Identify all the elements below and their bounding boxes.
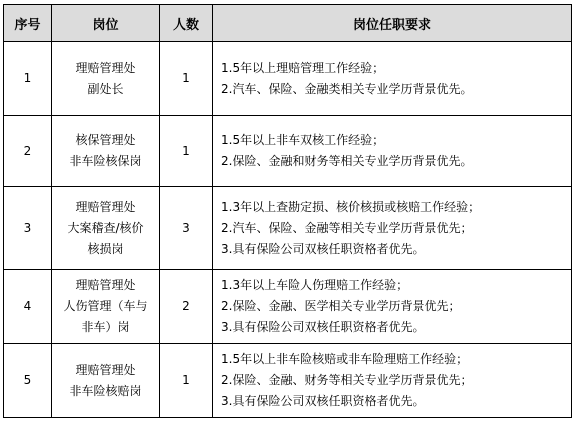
row-count: 1 — [160, 42, 213, 116]
row-requirements — [213, 116, 572, 187]
position-line: 人伤管理（车与 — [63, 299, 148, 313]
row-no: 4 — [4, 270, 52, 344]
header-requirements: 岗位任职要求 — [213, 5, 572, 42]
position-line: 核保管理处 — [75, 133, 136, 147]
position-line: 理赔管理处 — [75, 278, 136, 292]
position-line: 理赔管理处 — [75, 60, 136, 75]
requirement-item: 3.具有保险公司双核任职资格者优先。 — [221, 394, 425, 408]
requirement-item: 3.具有保险公司双核任职资格者优先。 — [221, 320, 425, 334]
requirement-item: 1.3年以上查勘定损、核价核损或核赔工作经验； — [221, 199, 481, 214]
row-requirements — [213, 344, 572, 418]
row-no: 5 — [4, 344, 52, 418]
requirement-item: 2.汽车、保险、金融类相关专业学历背景优先。 — [221, 81, 473, 96]
requirement-item: 2.汽车、保险、金融等相关专业学历背景优先； — [221, 220, 473, 235]
requirement-item: 1.5年以上非车双核工作经验； — [221, 133, 385, 147]
row-position — [52, 187, 160, 270]
requirement-item: 2.保险、金融、医学相关专业学历背景优先； — [221, 299, 461, 313]
row-position — [52, 116, 160, 187]
row-no: 2 — [4, 116, 52, 187]
table-row — [4, 187, 572, 270]
table-row — [4, 116, 572, 187]
requirement-item: 1.5年以上理赔管理工作经验； — [221, 60, 385, 75]
table-header-row — [4, 5, 572, 42]
row-position — [52, 344, 160, 418]
requirement-item: 2.保险、金融和财务等相关专业学历背景优先。 — [221, 154, 473, 168]
row-count: 3 — [160, 187, 213, 270]
row-no: 1 — [4, 42, 52, 116]
row-count: 1 — [160, 344, 213, 418]
position-line: 大案稽查/核价 — [67, 220, 144, 235]
table-row — [4, 270, 572, 344]
row-count: 1 — [160, 116, 213, 187]
position-line: 理赔管理处 — [75, 199, 136, 214]
row-requirements — [213, 187, 572, 270]
header-no: 序号 — [4, 5, 52, 42]
header-count: 人数 — [160, 5, 213, 42]
requirement-item: 1.3年以上车险人伤理赔工作经验； — [221, 278, 409, 292]
header-position: 岗位 — [52, 5, 160, 42]
row-position — [52, 42, 160, 116]
row-no: 3 — [4, 187, 52, 270]
row-position — [52, 270, 160, 344]
job-requirements-table — [3, 4, 572, 418]
position-line: 副处长 — [87, 81, 124, 96]
requirement-item: 2.保险、金融、财务等相关专业学历背景优先； — [221, 373, 473, 387]
row-requirements — [213, 270, 572, 344]
position-line: 理赔管理处 — [75, 362, 136, 377]
table-row — [4, 344, 572, 418]
position-line: 非车险核赔岗 — [69, 383, 142, 398]
table-row — [4, 42, 572, 116]
position-line: 核损岗 — [87, 241, 124, 256]
position-line: 非车）岗 — [81, 320, 130, 334]
row-requirements — [213, 42, 572, 116]
requirement-item: 1.5年以上非车险核赔或非车险理赔工作经验； — [221, 352, 469, 366]
requirement-item: 3.具有保险公司双核任职资格者优先。 — [221, 241, 425, 256]
row-count: 2 — [160, 270, 213, 344]
position-line: 非车险核保岗 — [69, 154, 142, 168]
